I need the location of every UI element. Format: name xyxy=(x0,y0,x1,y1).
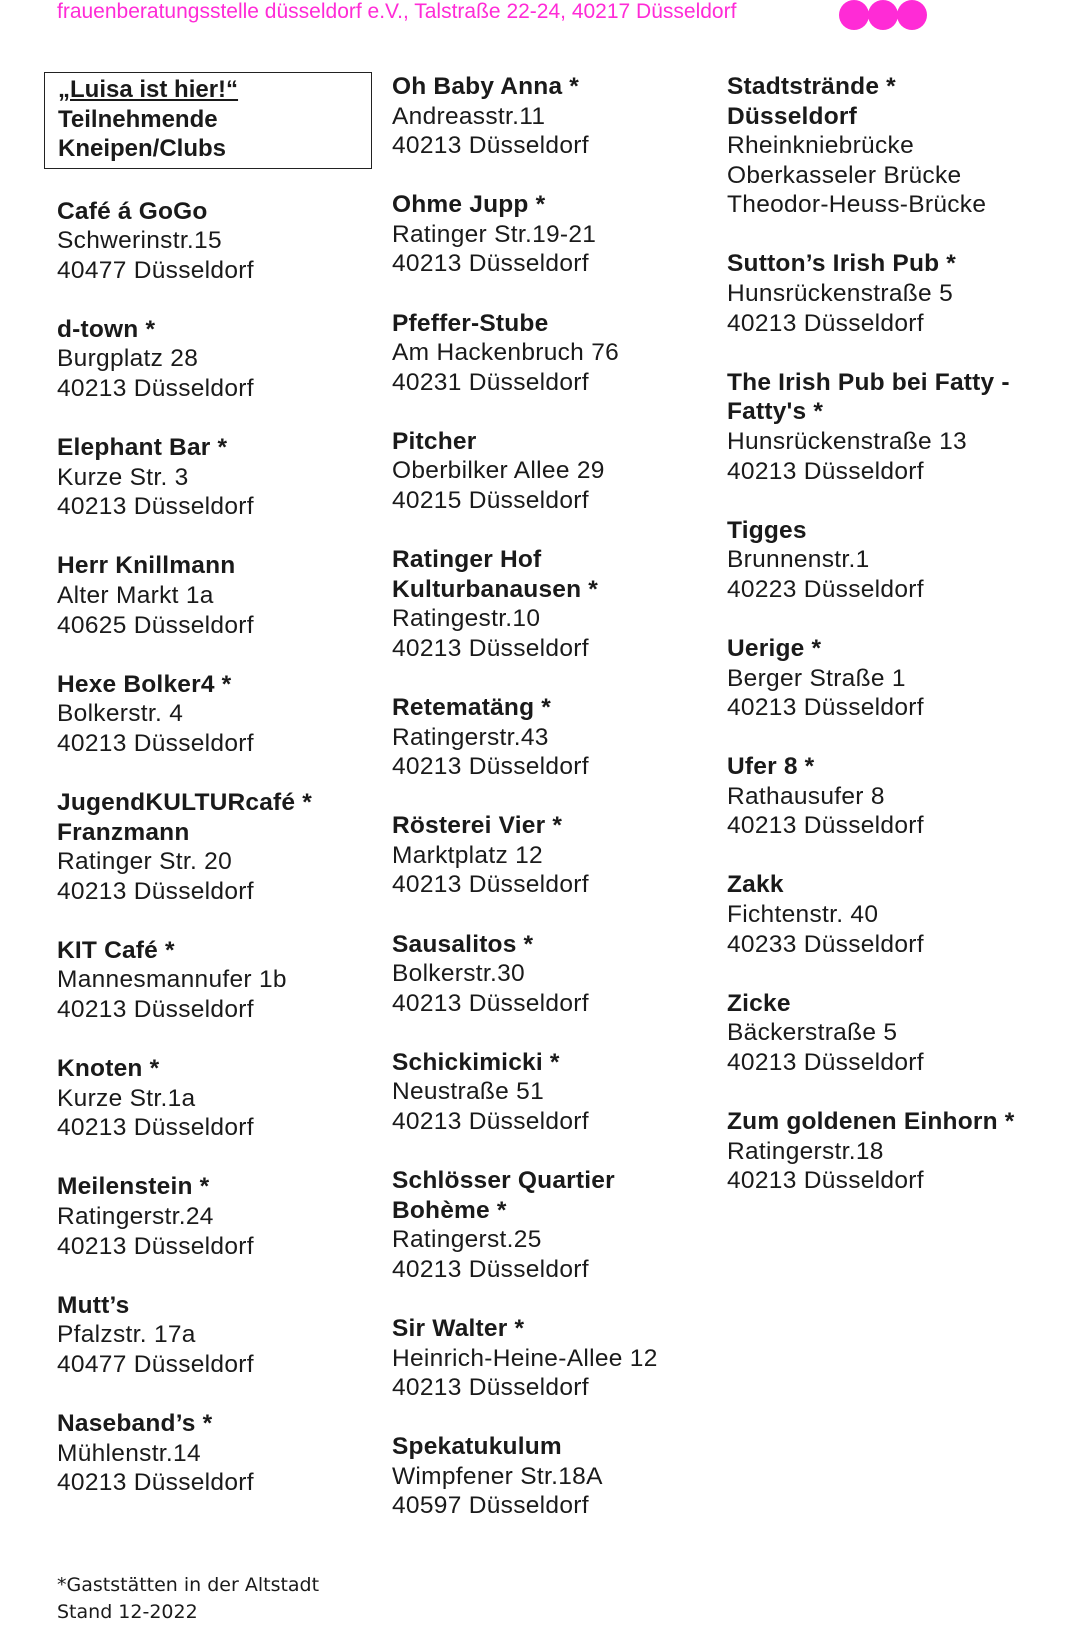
venue-city: 40213 Düsseldorf xyxy=(57,1232,254,1260)
venue-name: Herr Knillmann xyxy=(57,552,236,580)
venue-entry xyxy=(392,1432,722,1521)
venue-address: Bäckerstraße 5 xyxy=(727,1019,898,1047)
venue-address: Ratingestr.10 xyxy=(392,605,541,633)
venue-address: Oberkasseler Brücke xyxy=(727,161,962,189)
venue-city: 40233 Düsseldorf xyxy=(727,930,924,958)
venue-address: Rheinkniebrücke xyxy=(727,132,914,160)
column-2 xyxy=(392,72,722,1551)
title-line-3: Kneipen/Clubs xyxy=(58,135,227,162)
venue-address: Ratingerstr.18 xyxy=(727,1137,884,1165)
venue-name: Pitcher xyxy=(392,427,477,455)
venue-name: Stadtstrände * Düsseldorf xyxy=(727,73,896,130)
venue-list-1 xyxy=(57,197,377,1498)
venue-name: Sutton’s Irish Pub * xyxy=(727,250,957,278)
venue-address: Pfalzstr. 17a xyxy=(57,1321,196,1349)
venue-city: 40213 Düsseldorf xyxy=(392,634,589,662)
venue-city: 40213 Düsseldorf xyxy=(392,132,589,160)
venue-address: Marktplatz 12 xyxy=(392,841,543,869)
venue-entry xyxy=(727,249,1047,338)
venue-address: Kurze Str. 3 xyxy=(57,463,189,491)
venue-name: Schlösser Quartier Bohème * xyxy=(392,1167,615,1224)
venue-address: Burgplatz 28 xyxy=(57,345,199,373)
title-line-1: „Luisa ist hier!“ xyxy=(58,76,239,103)
venue-city: 40213 Düsseldorf xyxy=(392,250,589,278)
venue-address: Mühlenstr.14 xyxy=(57,1439,201,1467)
venue-name: Ufer 8 * xyxy=(727,753,815,781)
venue-address: Schwerinstr.15 xyxy=(57,227,222,255)
venue-entry xyxy=(392,930,722,1019)
venue-name: Zakk xyxy=(727,871,784,899)
venue-entry xyxy=(57,197,377,286)
venue-entry xyxy=(392,427,722,516)
venue-entry xyxy=(57,1409,377,1498)
venue-entry xyxy=(392,1166,722,1284)
venue-city: 40213 Düsseldorf xyxy=(392,753,589,781)
footer xyxy=(57,1572,319,1626)
venue-address: Kurze Str.1a xyxy=(57,1084,196,1112)
venue-entry xyxy=(392,693,722,782)
venue-name: Oh Baby Anna * xyxy=(392,73,580,100)
footer-note: *Gaststätten in der Altstadt xyxy=(57,1574,320,1596)
venue-address: Hunsrückenstraße 13 xyxy=(727,427,967,455)
venue-name: Spekatukulum xyxy=(392,1433,562,1461)
venue-city: 40213 Düsseldorf xyxy=(392,1374,589,1402)
venue-entry xyxy=(727,870,1047,959)
venue-city: 40213 Düsseldorf xyxy=(57,1114,254,1142)
venue-city: 40625 Düsseldorf xyxy=(57,611,254,639)
venue-address: Andreasstr.11 xyxy=(392,102,546,130)
venue-address: Fichtenstr. 40 xyxy=(727,901,879,929)
venue-address: Rathausufer 8 xyxy=(727,782,885,810)
venue-city: 40213 Düsseldorf xyxy=(392,871,589,899)
venue-address: Berger Straße 1 xyxy=(727,664,906,692)
venue-entry xyxy=(727,634,1047,723)
venue-name: Uerige * xyxy=(727,634,822,662)
venue-city: 40231 Düsseldorf xyxy=(392,368,589,396)
venue-entry xyxy=(727,516,1047,605)
venue-city: 40213 Düsseldorf xyxy=(392,1255,589,1283)
venue-entry xyxy=(57,1054,377,1143)
venue-address: Ratingerstr.43 xyxy=(392,723,549,751)
venue-name: The Irish Pub bei Fatty - Fatty's * xyxy=(727,368,1010,426)
venue-name: d-town * xyxy=(57,315,156,343)
venue-address: Ratinger Str. 20 xyxy=(57,848,233,876)
venue-entry xyxy=(392,190,722,279)
venue-city: 40477 Düsseldorf xyxy=(57,256,254,284)
venue-address: Ratingerst.25 xyxy=(392,1226,542,1254)
venue-address: Heinrich-Heine-Allee 12 xyxy=(392,1344,658,1372)
venue-name: Meilenstein * xyxy=(57,1173,210,1201)
venue-city: 40213 Düsseldorf xyxy=(392,1108,589,1136)
venue-city: 40213 Düsseldorf xyxy=(57,493,254,521)
venue-entry xyxy=(727,752,1047,841)
venue-city: 40213 Düsseldorf xyxy=(57,1469,254,1497)
venue-name: Naseband’s * xyxy=(57,1409,213,1437)
venue-entry xyxy=(727,989,1047,1078)
venue-address: Ratinger Str.19-21 xyxy=(392,220,597,248)
venue-city: 40215 Düsseldorf xyxy=(392,487,589,515)
venue-city: 40213 Düsseldorf xyxy=(727,1048,924,1076)
venue-name: Hexe Bolker4 * xyxy=(57,670,232,698)
venue-name: JugendKULTURcafé * Franzmann xyxy=(57,788,312,846)
venue-address: Theodor-Heuss-Brücke xyxy=(727,191,987,219)
venue-entry xyxy=(727,1107,1047,1196)
column-3 xyxy=(727,72,1047,1225)
venue-name: Schickimicki * xyxy=(392,1048,560,1076)
venue-city: 40597 Düsseldorf xyxy=(392,1492,589,1520)
venue-name: Knoten * xyxy=(57,1055,160,1083)
venue-address: Hunsrückenstraße 5 xyxy=(727,280,953,308)
venue-name: Sausalitos * xyxy=(392,930,534,958)
venue-city: 40213 Düsseldorf xyxy=(727,1167,924,1195)
venue-name: Sir Walter * xyxy=(392,1315,525,1342)
venue-entry xyxy=(392,1048,722,1137)
venue-name: Elephant Bar * xyxy=(57,434,228,462)
venue-city: 40213 Düsseldorf xyxy=(727,812,924,840)
venue-entry xyxy=(727,72,1047,220)
venue-entry xyxy=(57,1172,377,1261)
venue-city: 40213 Düsseldorf xyxy=(57,877,254,905)
venue-address: Ratingerstr.24 xyxy=(57,1202,214,1230)
venue-name: Rösterei Vier * xyxy=(392,812,563,840)
venue-entry xyxy=(57,936,377,1025)
venue-entry xyxy=(392,545,722,663)
title-line-2: Teilnehmende xyxy=(58,105,218,133)
venue-list-2 xyxy=(392,72,722,1521)
venue-address: Alter Markt 1a xyxy=(57,581,214,609)
venue-city: 40213 Düsseldorf xyxy=(727,457,924,485)
venue-entry xyxy=(392,1314,722,1403)
venue-city: 40213 Düsseldorf xyxy=(57,729,254,757)
venue-entry xyxy=(57,1291,377,1380)
venue-address: Mannesmannufer 1b xyxy=(57,966,287,994)
venue-list-3 xyxy=(727,72,1047,1196)
venue-name: Zum goldenen Einhorn * xyxy=(727,1108,1015,1136)
venue-name: Tigges xyxy=(727,516,807,544)
venue-address: Wimpfener Str.18A xyxy=(392,1462,603,1490)
venue-entry xyxy=(57,433,377,522)
venue-address: Am Hackenbruch 76 xyxy=(392,339,620,367)
venue-city: 40213 Düsseldorf xyxy=(727,694,924,722)
venue-name: Ohme Jupp * xyxy=(392,191,546,219)
venue-name: KIT Café * xyxy=(57,936,175,964)
venue-name: Mutt’s xyxy=(57,1291,130,1319)
venue-address: Oberbilker Allee 29 xyxy=(392,457,605,485)
venue-name: Ratinger Hof Kulturbanausen * xyxy=(392,546,599,603)
venue-entry xyxy=(392,309,722,398)
venue-address: Neustraße 51 xyxy=(392,1078,545,1106)
venue-entry xyxy=(392,811,722,900)
venue-name: Zicke xyxy=(727,989,791,1017)
title-box xyxy=(44,72,372,169)
venue-entry xyxy=(727,368,1047,486)
venue-entry xyxy=(392,72,722,161)
logo-dots-icon xyxy=(838,0,928,32)
venue-entry xyxy=(57,788,377,906)
venue-entry xyxy=(57,315,377,404)
venue-name: Retematäng * xyxy=(392,694,551,721)
venue-city: 40213 Düsseldorf xyxy=(392,989,589,1017)
venue-city: 40213 Düsseldorf xyxy=(727,309,924,337)
venue-address: Brunnenstr.1 xyxy=(727,546,870,574)
venue-city: 40213 Düsseldorf xyxy=(57,995,254,1023)
venue-city: 40223 Düsseldorf xyxy=(727,575,924,603)
venue-city: 40477 Düsseldorf xyxy=(57,1350,254,1378)
venue-address: Bolkerstr. 4 xyxy=(57,700,184,728)
venue-city: 40213 Düsseldorf xyxy=(57,374,254,402)
header-address: frauenberatungsstelle düsseldorf e.V., Talstraße 22-24, 40217 Düsseldorf xyxy=(57,0,737,23)
venue-entry xyxy=(57,670,377,759)
venue-name: Pfeffer-Stube xyxy=(392,309,549,337)
footer-date: Stand 12-2022 xyxy=(57,1601,198,1623)
venue-entry xyxy=(57,551,377,640)
column-1 xyxy=(57,72,377,1527)
venue-address: Bolkerstr.30 xyxy=(392,960,525,988)
venue-name: Café á GoGo xyxy=(57,197,208,225)
